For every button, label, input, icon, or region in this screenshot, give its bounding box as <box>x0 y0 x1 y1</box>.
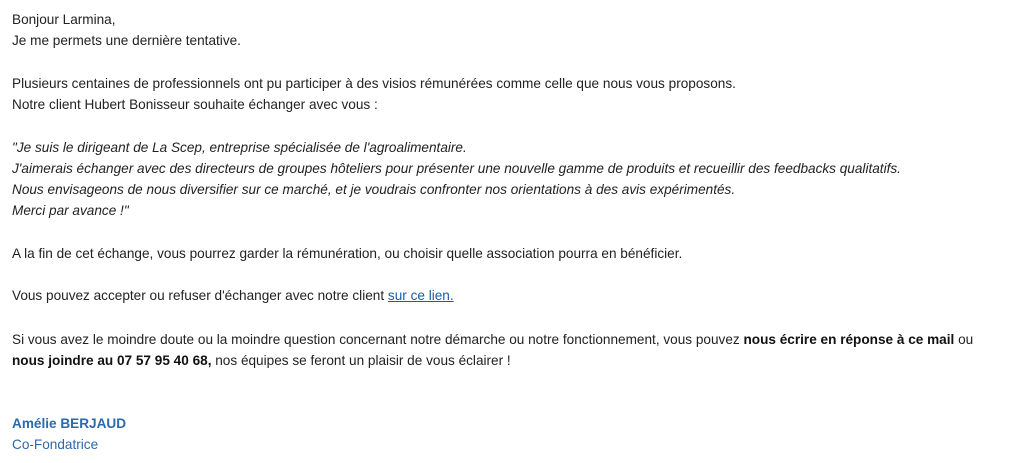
signature-title: Co-Fondatrice <box>12 437 99 452</box>
paragraph-4-text: Si vous avez le moindre doute ou la moindre question concernant notre démarche ou notre fonctionnement, vous pouvez <box>12 332 744 347</box>
paragraph-3-text: Vous pouvez accepter ou refuser d'échanger avec notre client <box>12 288 388 303</box>
paragraph-4-closing: nos équipes se feront un plaisir de vous éclairer ! <box>211 353 511 368</box>
paragraph-4-line-2 <box>12 351 511 371</box>
paragraph-1-line-2: Notre client Hubert Bonisseur souhaite échanger avec vous : <box>12 97 378 112</box>
paragraph-3 <box>12 286 454 306</box>
quote-line-3: Nous envisageons de nous diversifier sur ce marché, et je voudrais confronter nos orientations à des avis expérimentés. <box>12 182 736 197</box>
signature-name <box>12 414 126 434</box>
paragraph-2: A la fin de cet échange, vous pourrez garder la rémunération, ou choisir quelle association pourra en bénéficier. <box>12 246 683 261</box>
paragraph-4-end: ou <box>954 332 974 347</box>
greeting: Bonjour Larmina, <box>12 12 116 27</box>
quote-line-1: "Je suis le dirigeant de La Scep, entreprise spécialisée de l'agroalimentaire. <box>12 140 467 155</box>
signature-first-name: Amélie <box>12 416 61 431</box>
signature-last-name: BERJAUD <box>60 416 127 431</box>
accept-refuse-link[interactable]: sur ce lien. <box>387 288 454 303</box>
paragraph-1-line-1: Plusieurs centaines de professionnels ont pu participer à des visios rémunérées comme celle que nous vous proposons. <box>12 76 736 91</box>
quote-line-4: Merci par avance !" <box>12 203 129 218</box>
phone-number-emphasis: nous joindre au 07 57 95 40 68, <box>12 353 212 368</box>
intro-line: Je me permets une dernière tentative. <box>12 33 241 48</box>
paragraph-4-line-1 <box>12 330 973 350</box>
quote-line-2: J'aimerais échanger avec des directeurs de groupes hôteliers pour présenter une nouvelle gamme de produits et recueillir des feedbacks qualitatifs. <box>12 161 901 176</box>
reply-by-mail-emphasis: nous écrire en réponse à ce mail <box>743 332 955 347</box>
